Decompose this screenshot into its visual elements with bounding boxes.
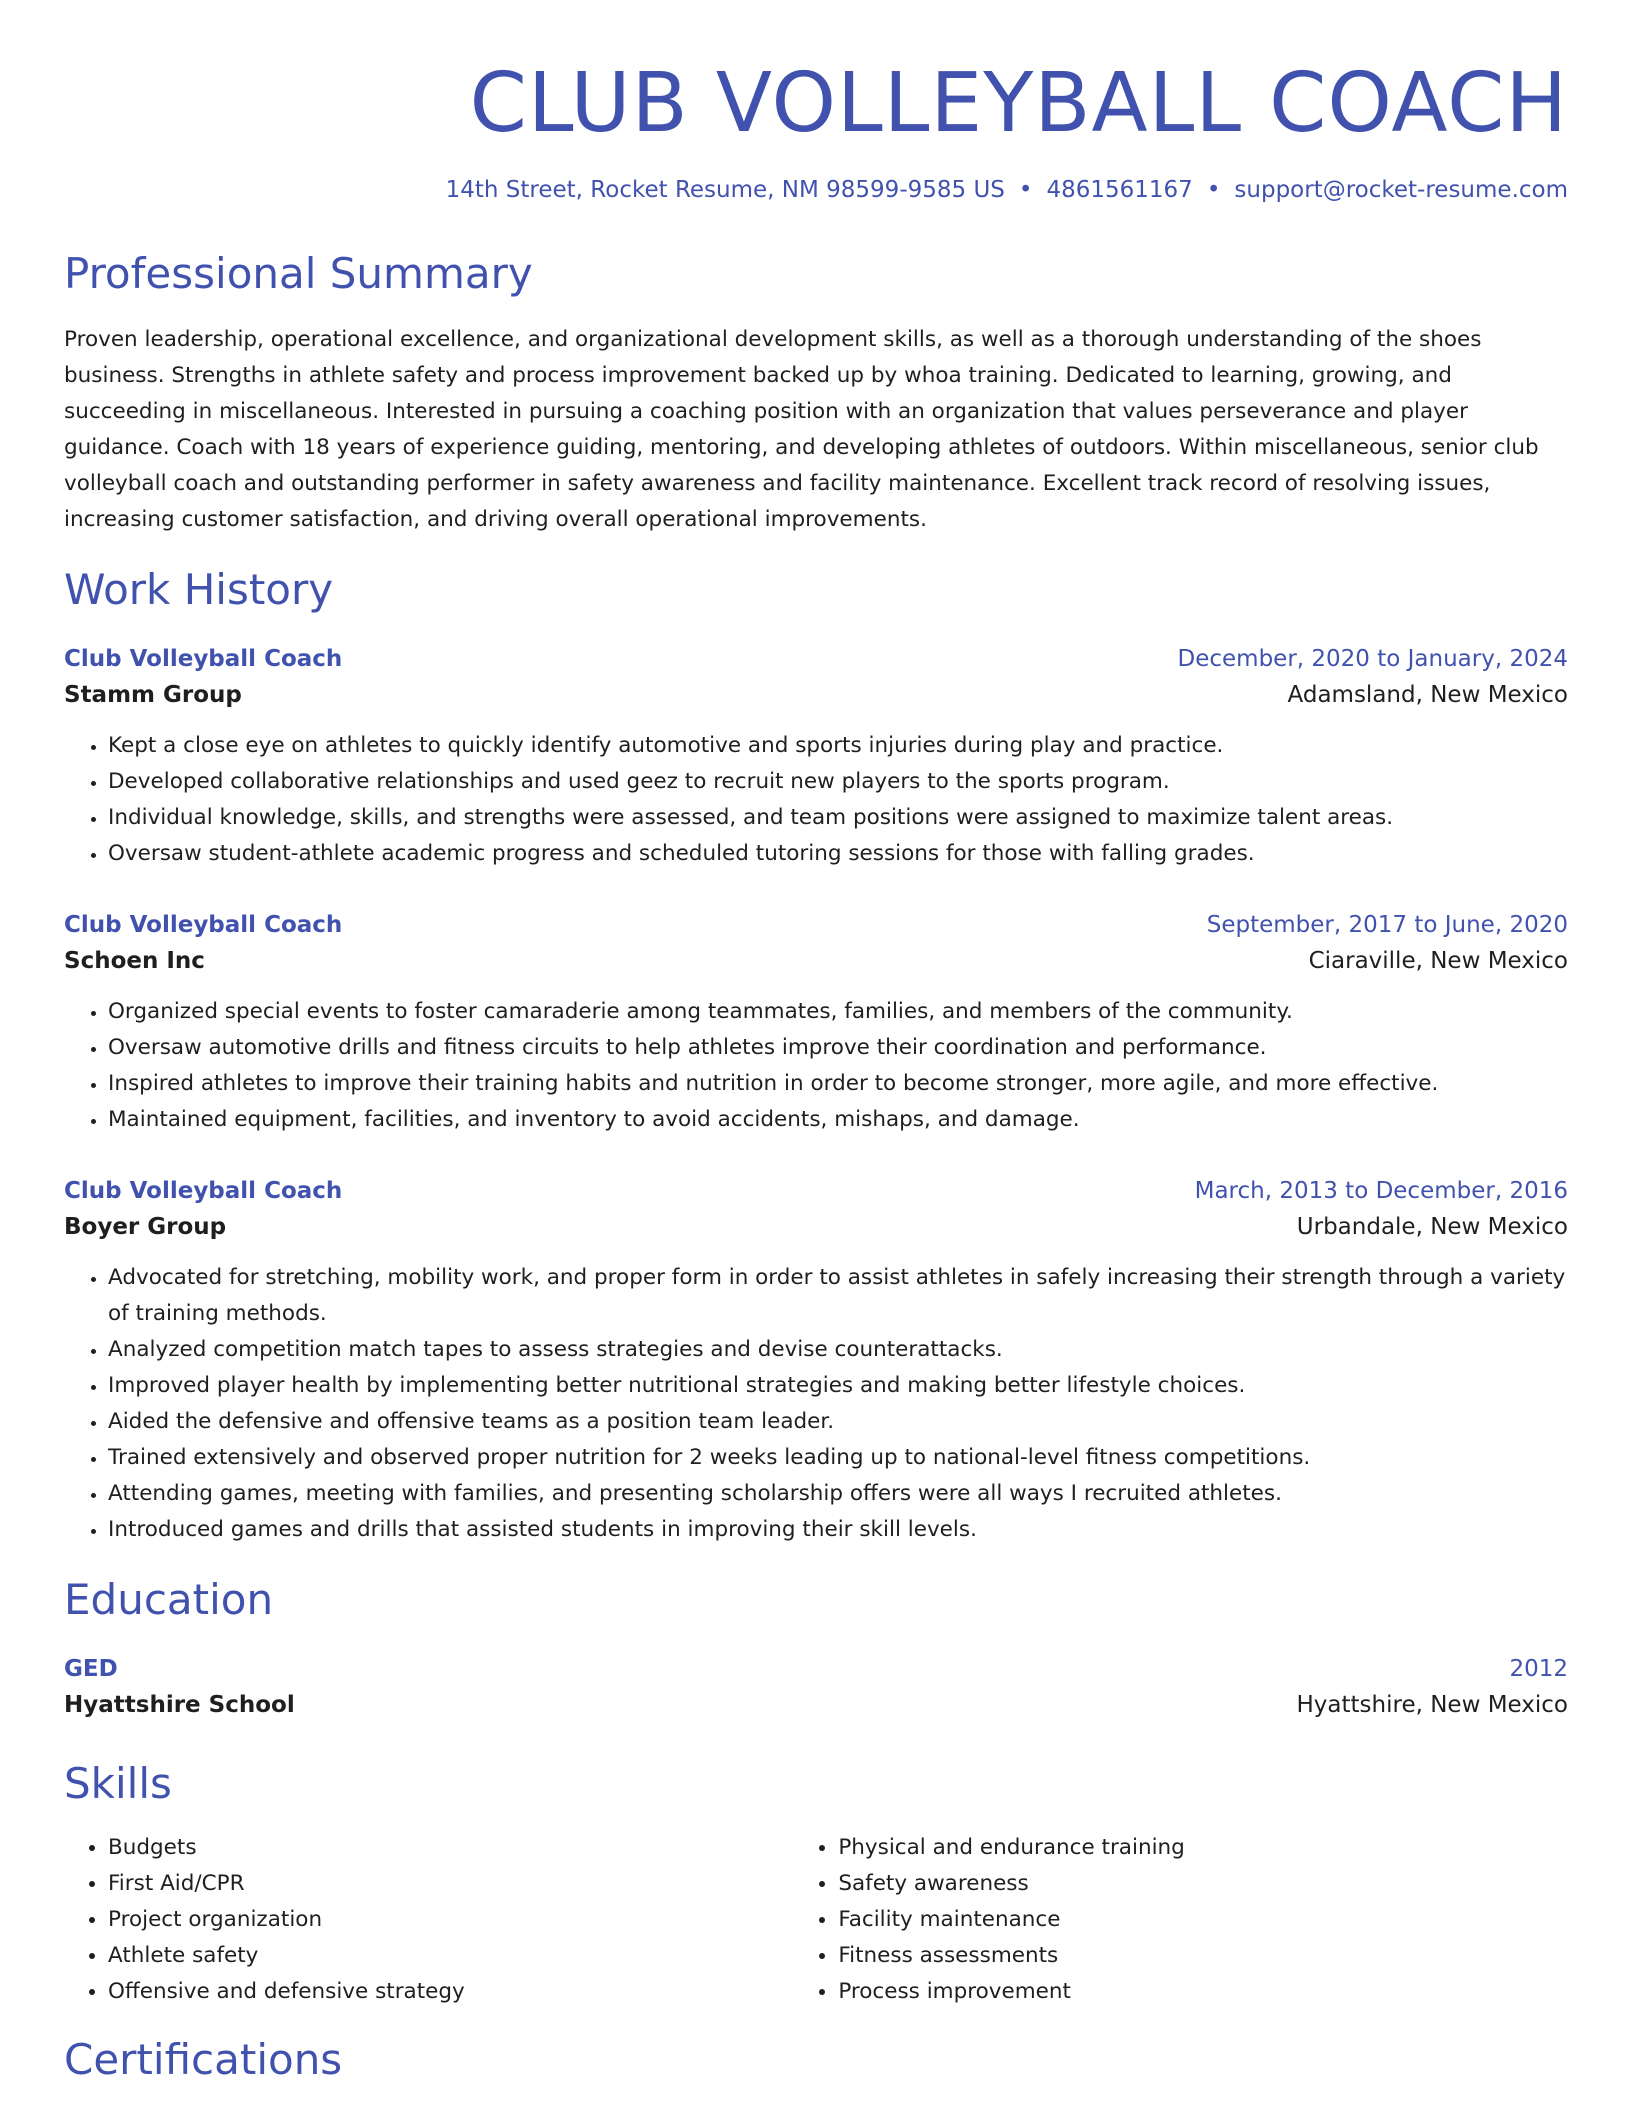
skills-list (64, 1830, 1568, 2010)
education-degree: GED (64, 1656, 118, 1682)
job-title: Club Volleyball Coach (64, 912, 343, 938)
section-title-summary: Professional Summary (64, 249, 533, 298)
education-entry (64, 1652, 1568, 1724)
job-bullets (64, 728, 1568, 872)
job-bullet: • Oversaw automotive drills and fitness circuits to help athletes improve their coordination and performance. (108, 1030, 1568, 1066)
job-bullets (64, 994, 1568, 1138)
job-bullets (64, 1260, 1568, 1548)
job-bullet: • Developed collaborative relationships and used geez to recruit new players to the sports program. (108, 764, 1568, 800)
skill-item: • Project organization (108, 1902, 794, 1938)
skill-item: • Process improvement (838, 1974, 1568, 2010)
job-location: Ciaraville, New Mexico (1308, 948, 1568, 974)
job-title: Club Volleyball Coach (64, 1178, 343, 1204)
contact-phone: 4861561167 (1046, 177, 1193, 203)
section-title-skills: Skills (64, 1759, 172, 1808)
job-title: Club Volleyball Coach (64, 646, 343, 672)
job-bullet: • Organized special events to foster camaraderie among teammates, families, and members of the community. (108, 994, 1568, 1030)
skill-item: • First Aid/CPR (108, 1866, 794, 1902)
contact-line (64, 174, 1568, 206)
job-bullet: • Trained extensively and observed proper nutrition for 2 weeks leading up to national-level fitness competitions. (108, 1440, 1568, 1476)
section-title-education: Education (64, 1575, 274, 1624)
job-company: Stamm Group (64, 682, 242, 708)
resume-name-heading: CLUB VOLLEYBALL COACH (469, 56, 1568, 151)
job-entry (64, 642, 1568, 872)
job-bullet: • Kept a close eye on athletes to quickly identify automotive and sports injuries during play and practice. (108, 728, 1568, 764)
job-bullet: • Advocated for stretching, mobility work, and proper form in order to assist athletes in safely increasing their strength through a variety of training methods. (108, 1260, 1568, 1332)
skill-item: • Fitness assessments (838, 1938, 1568, 1974)
skill-item: • Offensive and defensive strategy (108, 1974, 794, 2010)
job-bullet: • Introduced games and drills that assisted students in improving their skill levels. (108, 1512, 1568, 1548)
job-dates: March, 2013 to December, 2016 (1194, 1178, 1568, 1204)
job-company: Boyer Group (64, 1214, 227, 1240)
skill-item: • Safety awareness (838, 1866, 1568, 1902)
contact-separator: • (1206, 177, 1221, 203)
job-dates: December, 2020 to January, 2024 (1177, 646, 1568, 672)
skill-item: • Budgets (108, 1830, 794, 1866)
job-bullet: • Inspired athletes to improve their training habits and nutrition in order to become stronger, more agile, and more effective. (108, 1066, 1568, 1102)
contact-address: 14th Street, Rocket Resume, NM 98599-9585 US (445, 177, 1005, 203)
education-location: Hyattshire, New Mexico (1296, 1692, 1568, 1718)
job-bullet: • Aided the defensive and offensive teams as a position team leader. (108, 1404, 1568, 1440)
section-title-certifications: Certifications (64, 2035, 343, 2084)
contact-separator: • (1018, 177, 1033, 203)
job-bullet: • Maintained equipment, facilities, and inventory to avoid accidents, mishaps, and damage. (108, 1102, 1568, 1138)
job-entry (64, 1174, 1568, 1548)
contact-email: support@rocket-resume.com (1234, 177, 1568, 203)
job-bullet: • Oversaw student-athlete academic progress and scheduled tutoring sessions for those with falling grades. (108, 836, 1568, 872)
summary-text: Proven leadership, operational excellence, and organizational development skills, as well as a thorough understanding of the shoes business. Strengths in athlete safety and process improvement backed up by whoa training. Dedicated to learning, growing, and succeeding in miscellaneous. Interested in pursuing a coaching position with an organization that values perseverance and player guidance. Coach with 18 years of experience guiding, mentoring, and developing athletes of outdoors. Within miscellaneous, senior club volleyball coach and outstanding performer in safety awareness and facility maintenance. Excellent track record of resolving issues, increasing customer satisfaction, and driving overall operational improvements. (64, 327, 1539, 532)
skills-column-left (64, 1830, 794, 2010)
skills-column-right (794, 1830, 1568, 2010)
job-bullet: • Analyzed competition match tapes to assess strategies and devise counterattacks. (108, 1332, 1568, 1368)
education-school: Hyattshire School (64, 1692, 295, 1718)
education-year: 2012 (1509, 1656, 1568, 1682)
skill-item: • Athlete safety (108, 1938, 794, 1974)
section-title-work-history: Work History (64, 565, 334, 614)
job-bullet: • Individual knowledge, skills, and strengths were assessed, and team positions were assigned to maximize talent areas. (108, 800, 1568, 836)
job-entry (64, 908, 1568, 1138)
job-bullet: • Improved player health by implementing better nutritional strategies and making better lifestyle choices. (108, 1368, 1568, 1404)
job-location: Adamsland, New Mexico (1287, 682, 1568, 708)
skill-item: • Physical and endurance training (838, 1830, 1568, 1866)
job-dates: September, 2017 to June, 2020 (1206, 912, 1568, 938)
job-bullet: • Attending games, meeting with families, and presenting scholarship offers were all ways I recruited athletes. (108, 1476, 1568, 1512)
job-location: Urbandale, New Mexico (1296, 1214, 1568, 1240)
skill-item: • Facility maintenance (838, 1902, 1568, 1938)
job-company: Schoen Inc (64, 948, 205, 974)
